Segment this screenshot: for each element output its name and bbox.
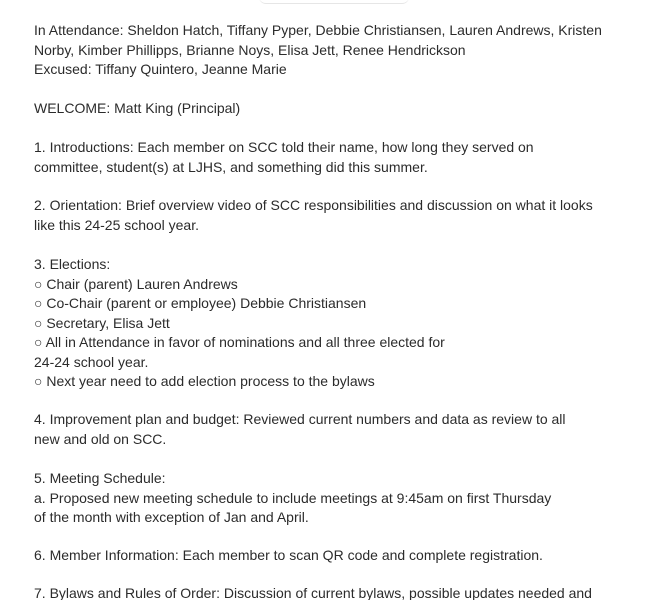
item-bylaws: 7. Bylaws and Rules of Order: Discussion of current bylaws, possible updates needed and: [34, 585, 592, 600]
item-2-line-2: like this 24-25 school year.: [34, 216, 199, 233]
meeting-minutes-document: [34, 0, 654, 600]
item-elections: [34, 255, 445, 392]
item-1-line-2: committee, student(s) at LJHS, and something did this summer.: [34, 158, 428, 175]
item-orientation: [34, 196, 593, 235]
item-improvement-plan: [34, 410, 566, 449]
item-2-line-1: 2. Orientation: Brief overview video of SCC responsibilities and discussion on what it looks: [34, 197, 593, 213]
item-introductions: [34, 138, 534, 177]
item-4-line-2: new and old on SCC.: [34, 430, 167, 447]
item-meeting-schedule: [34, 469, 551, 528]
election-bullet-vote-continued: 24-24 school year.: [34, 353, 149, 370]
election-bullet-secretary: ○ Secretary, Elisa Jett: [34, 314, 170, 331]
item-4-line-1: 4. Improvement plan and budget: Reviewed current numbers and data as review to all: [34, 411, 566, 427]
excused-line: Excused: Tiffany Quintero, Jeanne Marie: [34, 61, 287, 77]
election-bullet-co-chair: ○ Co-Chair (parent or employee) Debbie Christiansen: [34, 295, 367, 311]
attendance-line-1: In Attendance: Sheldon Hatch, Tiffany Pyper, Debbie Christiansen, Lauren Andrews, Kristen: [34, 22, 602, 38]
election-bullet-chair: ○ Chair (parent) Lauren Andrews: [34, 275, 238, 292]
attendance-line-2: Norby, Kimber Phillipps, Brianne Noys, Elisa Jett, Renee Hendrickson: [34, 41, 466, 58]
attendance-section: [34, 21, 602, 80]
welcome-line: WELCOME: Matt King (Principal): [34, 100, 241, 116]
item-3-heading: 3. Elections:: [34, 256, 111, 272]
page-top-decoration: [259, 0, 409, 4]
item-5-line-1: a. Proposed new meeting schedule to include meetings at 9:45am on first Thursday: [34, 489, 552, 506]
election-bullet-vote: ○ All in Attendance in favor of nominations and all three elected for: [34, 334, 445, 350]
item-1-line-1: 1. Introductions: Each member on SCC told their name, how long they served on: [34, 139, 534, 155]
item-5-line-2: of the month with exception of Jan and April.: [34, 509, 309, 525]
election-bullet-bylaws: ○ Next year need to add election process to the bylaws: [34, 373, 375, 389]
item-member-information: 6. Member Information: Each member to scan QR code and complete registration.: [34, 547, 543, 563]
item-5-heading: 5. Meeting Schedule:: [34, 470, 166, 486]
